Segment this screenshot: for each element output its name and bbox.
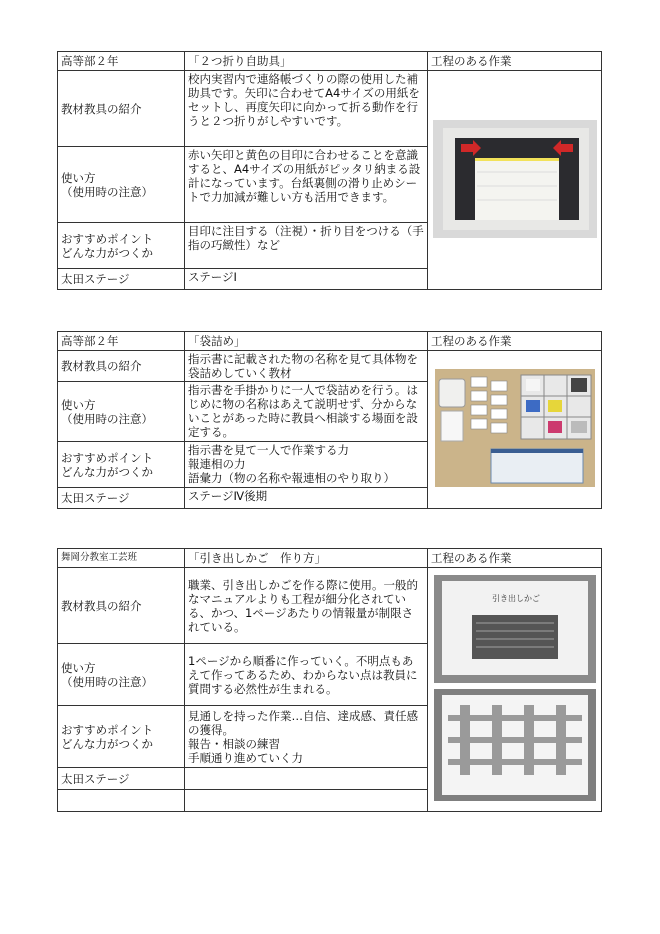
row-label: 太田ステージ (58, 488, 185, 509)
dept-cell: 高等部２年 (58, 332, 185, 351)
material-table-1 (57, 51, 602, 290)
row-text (185, 768, 428, 790)
row-label: 教材教具の紹介 (58, 351, 185, 382)
folding-jig-photo (433, 120, 597, 238)
title-cell: 「引き出しかご 作り方」 (185, 549, 428, 568)
work-label-cell: 工程のある作業 (428, 549, 602, 568)
row-label (58, 790, 185, 812)
bagging-kit-photo (435, 369, 595, 487)
row-text: 指示書に記載された物の名称を見て具体物を袋詰めしていく教材 (185, 351, 428, 382)
row-label: 教材教具の紹介 (58, 568, 185, 644)
row-text: 1ページから順番に作っていく。不明点もあえて作ってあるため、わからない点は教員に質問する必然性が生まれる。 (185, 644, 428, 706)
row-text: 職業、引き出しかごを作る際に使用。一般的なマニュアルよりも工程が細分化されている、かつ、1ページあたりの情報量が制限されている。 (185, 568, 428, 644)
row-text: ステージⅠ (185, 269, 428, 290)
title-cell: 「袋詰め」 (185, 332, 428, 351)
row-text (185, 790, 428, 812)
row-label: 太田ステージ (58, 269, 185, 290)
row-text: 指示書を見て一人で作業する力 報連相の力 語彙力（物の名称や報連相のやり取り） (185, 442, 428, 488)
row-label: おすすめポイント どんな力がつくか (58, 442, 185, 488)
row-text: 指示書を手掛かりに一人で袋詰めを行う。はじめに物の名称はあえて説明せず、分からないことがあった時に教員へ相談する場面を設定する。 (185, 382, 428, 442)
row-text: ステージⅣ後期 (185, 488, 428, 509)
material-table-3 (57, 548, 602, 812)
work-label-cell: 工程のある作業 (428, 52, 602, 71)
photo-caption: 引き出しかご (491, 594, 540, 603)
row-text: 見通しを持った作業…自信、達成感、責任感の獲得。 報告・相談の練習 手順通り進めていく力 (185, 706, 428, 768)
row-label: 教材教具の紹介 (58, 71, 185, 147)
row-text: 目印に注目する（注視）・折り目をつける（手指の巧緻性）など (185, 223, 428, 269)
row-label: 使い方 （使用時の注意） (58, 147, 185, 223)
work-label-cell: 工程のある作業 (428, 332, 602, 351)
row-label: 使い方 （使用時の注意） (58, 644, 185, 706)
title-cell: 「２つ折り自助具」 (185, 52, 428, 71)
photo-cell (428, 71, 602, 290)
row-label: 使い方 （使用時の注意） (58, 382, 185, 442)
row-label: おすすめポイント どんな力がつくか (58, 706, 185, 768)
photo-cell (428, 351, 602, 509)
row-label: おすすめポイント どんな力がつくか (58, 223, 185, 269)
dept-cell: 高等部２年 (58, 52, 185, 71)
row-label: 太田ステージ (58, 768, 185, 790)
row-text: 赤い矢印と黄色の目印に合わせることを意識すると、A4サイズの用紙がピッタリ納まる設計になっています。台紙裏側の滑り止めシートで力加減が難しい方も活用できます。 (185, 147, 428, 223)
dept-cell: 舞岡分教室工芸班 (58, 549, 185, 568)
material-table-2 (57, 331, 602, 509)
manual-pages-photo (432, 571, 598, 805)
row-text: 校内実習内で連絡帳づくりの際の使用した補助具です。矢印に合わせてA4サイズの用紙をセットし、再度矢印に向かって折る動作を行うと２つ折りがしやすいです。 (185, 71, 428, 147)
photo-cell (428, 568, 602, 812)
